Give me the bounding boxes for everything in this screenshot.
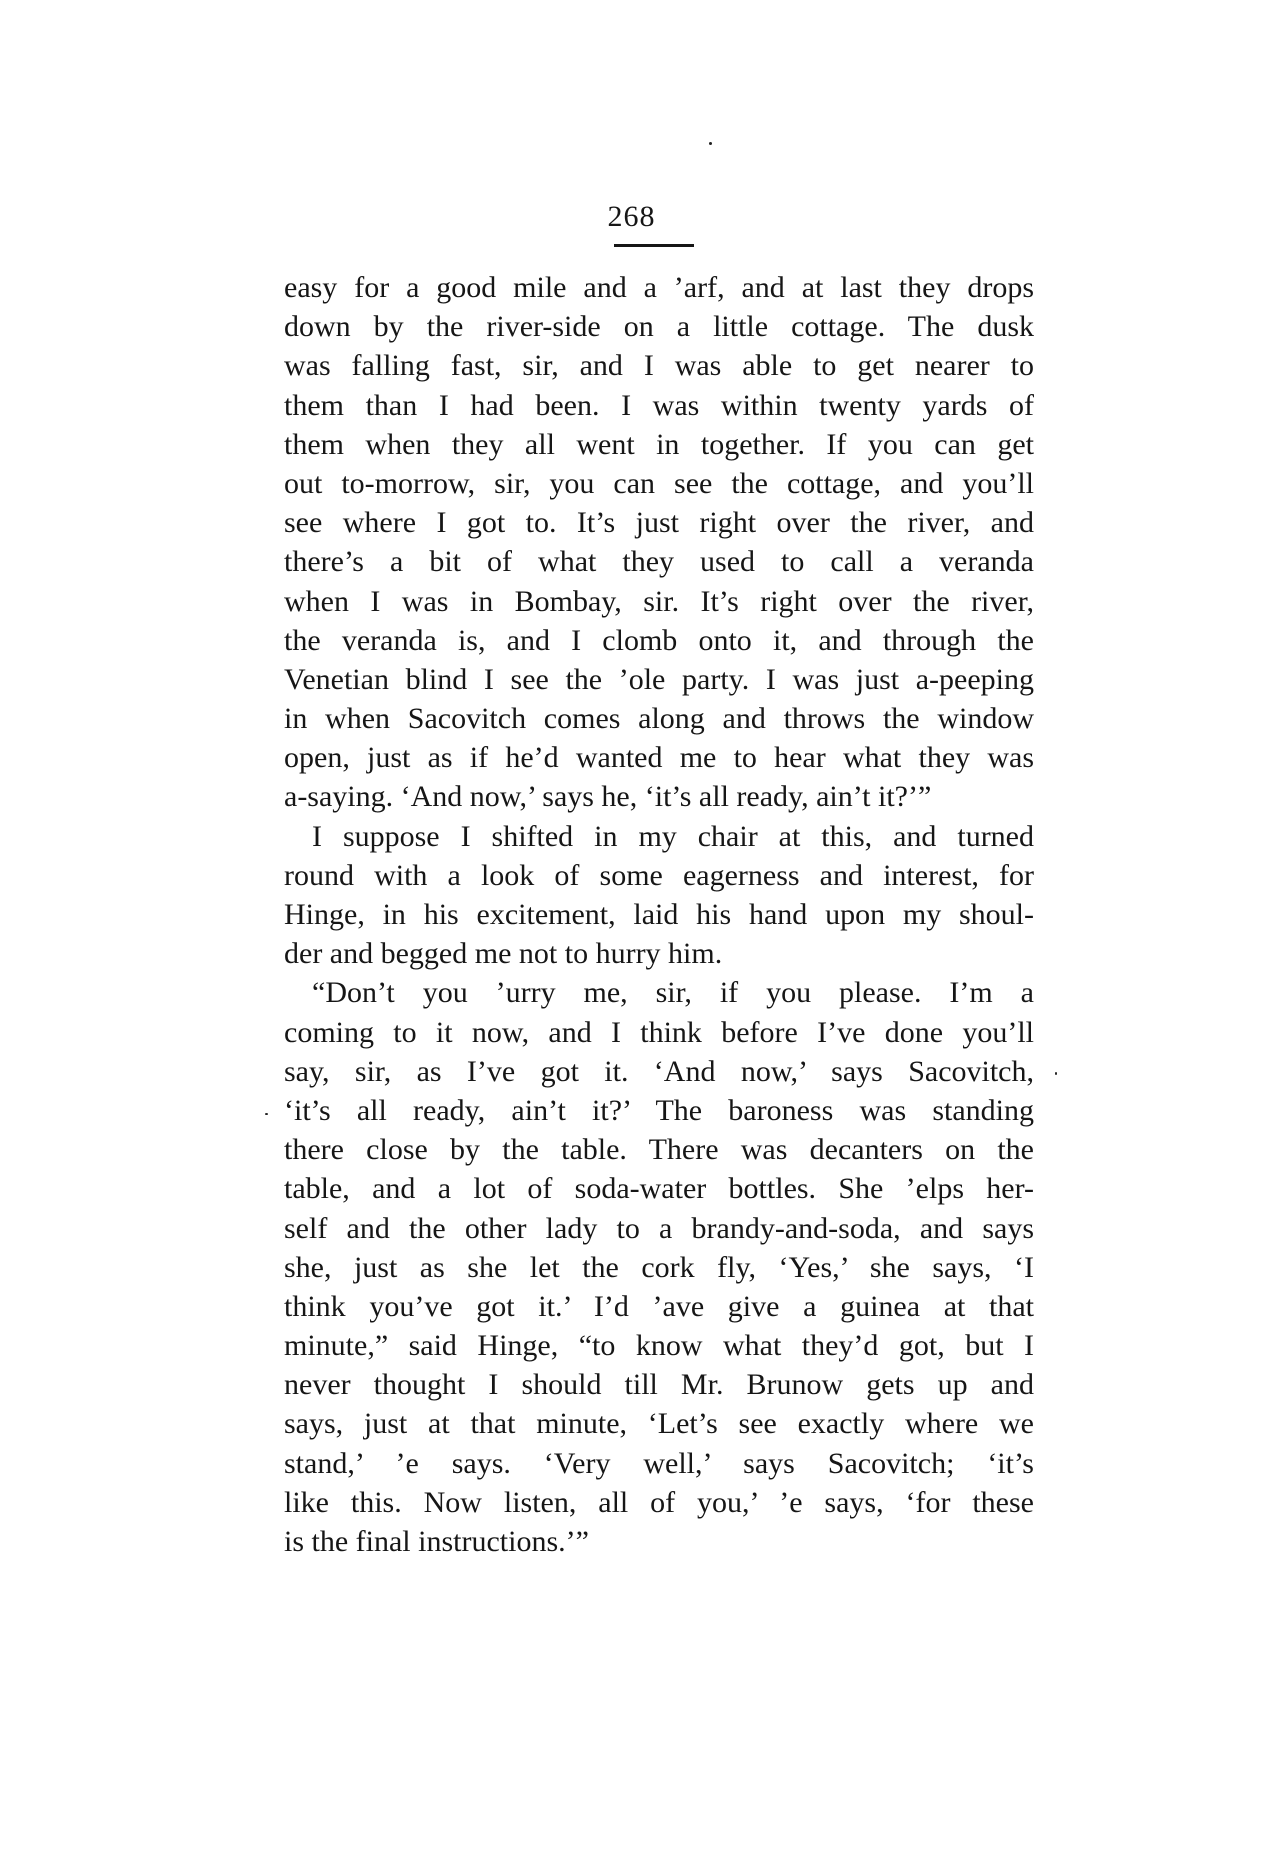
text-line: stand,’ ’e says. ‘Very well,’ says Sacovitch; ‘it’s	[284, 1446, 1034, 1480]
scan-speck	[265, 1113, 268, 1115]
text-line: say, sir, as I’ve got it. ‘And now,’ says Sacovitch,	[284, 1054, 1034, 1088]
text-line: says, just at that minute, ‘Let’s see exactly where we	[284, 1407, 1034, 1441]
scan-speck	[709, 142, 712, 145]
text-line: der and begged me not to hurry him.	[284, 937, 723, 971]
text-line: was falling fast, sir, and I was able to get nearer to	[284, 349, 1034, 383]
text-line: see where I got to. It’s just right over the river, and	[284, 506, 1034, 540]
text-line: never thought I should till Mr. Brunow gets up and	[284, 1368, 1034, 1402]
text-line: the veranda is, and I clomb onto it, and through the	[284, 623, 1034, 657]
text-line: Venetian blind I see the ’ole party. I was just a-peeping	[284, 662, 1034, 696]
text-line: ‘it’s all ready, ain’t it?’ The baroness was standing	[284, 1093, 1034, 1127]
text-line: coming to it now, and I think before I’ve done you’ll	[284, 1015, 1034, 1049]
paragraph	[284, 268, 1034, 817]
text-line: self and the other lady to a brandy-and-soda, and says	[284, 1211, 1034, 1245]
text-line: “Don’t you ’urry me, sir, if you please. I’m a	[312, 976, 1034, 1010]
text-line: table, and a lot of soda-water bottles. She ’elps her-	[284, 1172, 1034, 1206]
text-line: in when Sacovitch comes along and throws the window	[284, 702, 1034, 736]
text-line: down by the river-side on a little cottage. The dusk	[284, 310, 1034, 344]
text-line: them than I had been. I was within twenty yards of	[284, 388, 1034, 422]
text-line: round with a look of some eagerness and interest, for	[284, 858, 1034, 892]
text-line: them when they all went in together. If you can get	[284, 427, 1034, 461]
text-line: there close by the table. There was decanters on the	[284, 1133, 1034, 1167]
text-line: minute,” said Hinge, “to know what they’d got, but I	[284, 1329, 1034, 1363]
text-line: think you’ve got it.’ I’d ’ave give a guinea at that	[284, 1289, 1034, 1323]
scan-speck	[1055, 1072, 1057, 1075]
text-line: when I was in Bombay, sir. It’s right over the river,	[284, 584, 1034, 618]
text-line: is the final instructions.’”	[284, 1525, 589, 1558]
page-number-rule	[614, 244, 694, 247]
paragraph	[284, 973, 1034, 1561]
text-line: there’s a bit of what they used to call a veranda	[284, 545, 1034, 579]
text-line: she, just as she let the cork fly, ‘Yes,’ she says, ‘I	[284, 1250, 1034, 1284]
text-line: Hinge, in his excitement, laid his hand upon my shoul-	[284, 898, 1034, 931]
text-line: easy for a good mile and a ’arf, and at last they drops	[284, 271, 1034, 304]
text-line: a-saying. ‘And now,’ says he, ‘it’s all ready, ain’t it?’”	[284, 780, 932, 814]
page-number: 268	[607, 200, 656, 233]
text-line: out to-morrow, sir, you can see the cottage, and you’ll	[284, 466, 1034, 500]
text-line: like this. Now listen, all of you,’ ’e says, ‘for these	[284, 1485, 1034, 1519]
body-text	[284, 268, 1034, 1561]
text-line: open, just as if he’d wanted me to hear what they was	[284, 741, 1034, 775]
text-line: I suppose I shifted in my chair at this, and turned	[312, 819, 1034, 853]
paragraph	[284, 817, 1034, 974]
